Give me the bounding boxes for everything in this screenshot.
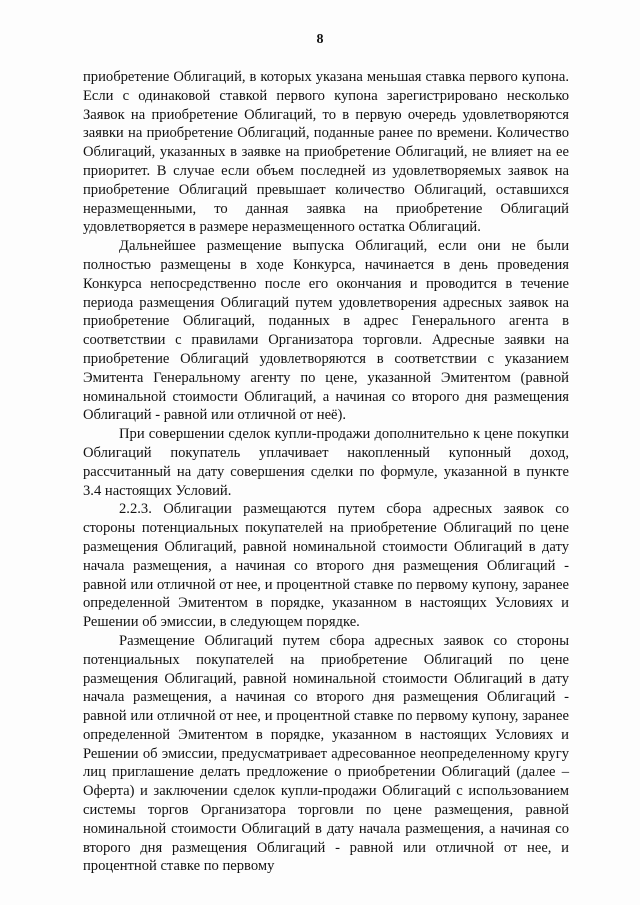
paragraph-3: При совершении сделок купли-продажи дополнительно к цене покупки Облигаций покупатель уплачивает накопленный купонный доход, рассчитанный на дату совершения сделки по формуле, указанной в пункте 3.4 настоящих Условий. <box>83 426 569 499</box>
paragraph-1: приобретение Облигаций, в которых указана меньшая ставка первого купона. Если с одинаковой ставкой первого купона зарегистрировано несколько Заявок на приобретение Облигаций, то в первую очередь удовлетворяются заявки на приобретение Облигаций, поданные ранее по времени. Количество Облигаций, указанных в заявке на приобретение Облигаций, не влияет на ее приоритет. В случае если объем последней из удовлетворяемых заявок на приобретение Облигаций превышает количество Облигаций, оставшихся неразмещенными, то данная заявка на приобретение Облигаций удовлетворяется в размере неразмещенного остатка Облигаций. <box>83 69 569 236</box>
document-body <box>83 68 569 876</box>
page-number: 8 <box>316 32 324 47</box>
paragraph-4: 2.2.3. Облигации размещаются путем сбора адресных заявок со стороны потенциальных покупателей на приобретение Облигаций по цене размещения Облигаций, равной номинальной стоимости Облигаций в дату начала размещения, а начиная со второго дня размещения Облигаций - равной или отличной от нее, и процентной ставке по первому купону, заранее определенной Эмитентом в порядке, указанном в настоящих Условиях и Решении об эмиссии, в следующем порядке. <box>83 501 569 631</box>
paragraph-5: Размещение Облигаций путем сбора адресных заявок со стороны потенциальных покупателей на приобретение Облигаций по цене размещения Облигаций, равной номинальной стоимости Облигаций в дату начала размещения, а начиная со второго дня размещения Облигаций - равной или отличной от нее, и процентной ставке по первому купону, заранее определенной Эмитентом в порядке, указанном в настоящих Условиях и Решении об эмиссии, предусматривает адресованное неопределенному кругу лиц приглашение делать предложение о приобретении Облигаций (далее – Оферта) и заключении сделок купли-продажи Облигаций с использованием системы торгов Организатора торговли по цене размещения, равной номинальной стоимости Облигаций в дату начала размещения, а начиная со второго дня размещения Облигаций - равной или отличной от нее, и процентной ставке по первому <box>83 632 569 875</box>
paragraph-2: Дальнейшее размещение выпуска Облигаций, если они не были полностью размещены в ходе Конкурса, начинается в день проведения Конкурса непосредственно после его окончания и проводится в течение периода размещения Облигаций путем удовлетворения адресных заявок на приобретение Облигаций, поданных в адрес Генерального агента в соответствии с правилами Организатора торговли. Адресные заявки на приобретение Облигаций удовлетворяются в соответствии с указанием Эмитента Генеральному агенту по цене, указанной Эмитентом (равной номинальной стоимости Облигаций, а начиная со второго дня размещения Облигаций - равной или отличной от неё). <box>83 238 569 424</box>
